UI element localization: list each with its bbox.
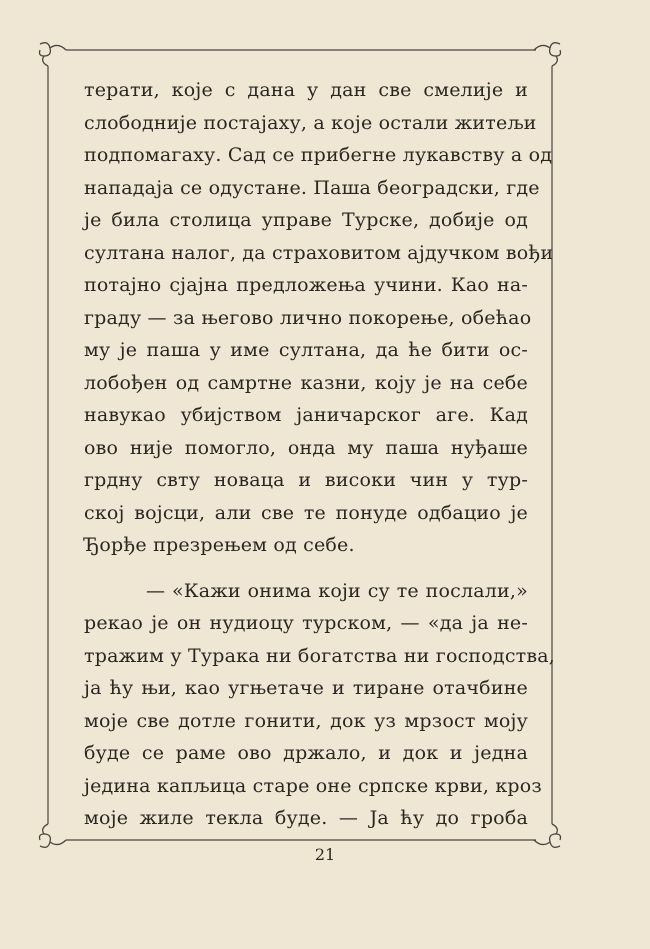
text-line: ја ћу њи, као угњетаче и тиране отачбине xyxy=(84,677,528,699)
text-line: — «Кажи онима који су те послали,» xyxy=(146,579,528,602)
text-line: тражим у Турака ни богатства ни господства, xyxy=(84,644,556,667)
text-line: потајно сјајна предложења учини. Као на- xyxy=(84,274,528,296)
text-line: једина капљица старе оне српске крви, кроз xyxy=(84,774,542,797)
paragraph-2 xyxy=(84,575,556,835)
page-number: 21 xyxy=(314,845,336,864)
text-line: терати, које с дана у дан све смелије и xyxy=(84,79,528,101)
text-line: ово није помогло, онда му паша нуђаше xyxy=(84,436,528,459)
body-text xyxy=(84,74,556,835)
text-line: слободније постајаху, а које остали житељи xyxy=(84,111,537,134)
text-line: је била столица управе Турске, добије од xyxy=(84,209,528,231)
text-line: моје жиле текла буде. — Ја ћу до гроба xyxy=(84,807,528,829)
text-line: граду — за његово лично покорење, обећао xyxy=(84,306,532,329)
text-line: му је паша у име султана, да ће бити ос- xyxy=(84,339,528,361)
text-line: буде се раме ово држало, и док и једна xyxy=(84,742,528,764)
text-line: нападаја се одустане. Паша београдски, где xyxy=(84,176,540,199)
text-line: рекао је он нудиоцу турском, — «да ја не- xyxy=(84,612,528,634)
paragraph-1 xyxy=(84,74,554,562)
text-line: Ђорђе презрењем од себе. xyxy=(84,534,355,556)
text-line: султана налог, да страховитом ајдучком вођи xyxy=(84,241,554,264)
text-line: ској војсци, али све те понуде одбацио је xyxy=(84,501,528,524)
text-line: подпомагаху. Сад се прибегне лукавству а од xyxy=(84,144,553,166)
text-line: лобођен од самртне казни, коју је на себе xyxy=(84,371,528,394)
text-line: грдну свту новаца и високи чин у тур- xyxy=(84,469,528,491)
text-line: моје све дотле гонити, док уз мрзост моју xyxy=(84,709,528,732)
text-line: навукао убијством јаничарског аге. Кад xyxy=(84,404,528,426)
